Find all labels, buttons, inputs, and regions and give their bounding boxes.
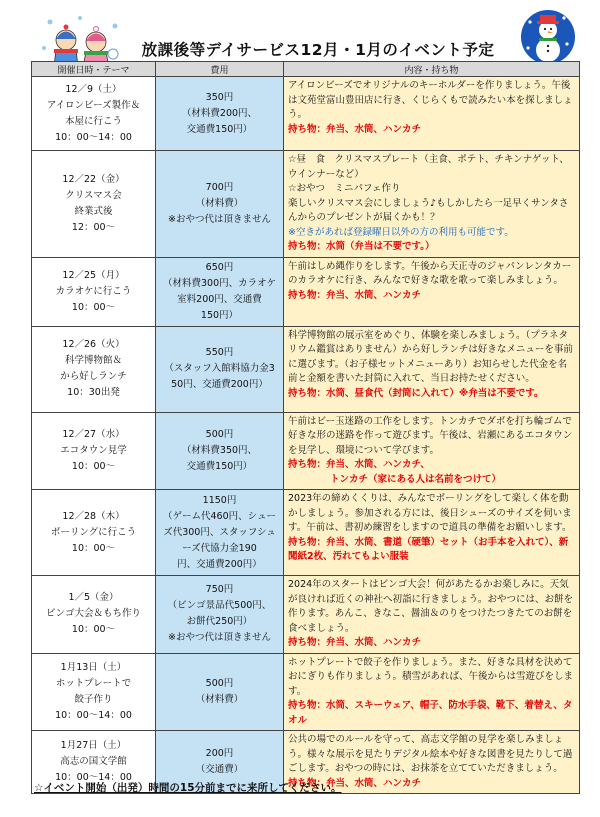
event-details (284, 257, 580, 326)
date-theme-line: 1／5（金） (68, 592, 119, 604)
fee-line: 50円、交通費200円） (171, 379, 268, 390)
fee-line: 500円 (205, 677, 234, 689)
page-title: 放課後等デイサービス12月・1月のイベント予定 (141, 41, 495, 59)
event-details (284, 653, 580, 731)
event-fee (156, 490, 284, 576)
table-row (32, 576, 580, 654)
fee-line: （ゲーム代460円、シューズ代300円、スタッフシューズ代協力金190 (163, 510, 276, 554)
date-theme-line: 12／27（水） (62, 428, 125, 440)
fee-line: ※おやつ代は頂きません (168, 632, 271, 644)
fee-line: お餅代250円） (186, 616, 253, 628)
description-text: 2023年の締めくくりは、みんなでボーリングをして楽しく体を動かしましょう。参加される方には、後日シューズのサイズを伺います。午前は、書初め練習をしますので道具の準備をお願いします。 (288, 493, 572, 533)
fee-line: （交通費） (195, 764, 244, 775)
event-details (284, 151, 580, 258)
event-fee (156, 412, 284, 490)
notice-text: ※空きがあれば登録曜日以外の方の利用も可能です。 (288, 226, 514, 238)
description-text: 公共の場でのルールを守って、高志文学館の見学を楽しみましょう。様々な展示を見たりデジタル絵本や好きな図書を見たりして過ごします。おやつの時には、お抹茶を立てていただきましょう。 (288, 734, 573, 774)
event-fee (156, 576, 284, 654)
items-to-bring: 持ち物：弁当、水筒、ハンカチ、 (288, 459, 430, 470)
items-to-bring: 持ち物：水筒、昼食代（封筒に入れて）※弁当は不要です。 (288, 387, 544, 399)
page-header (18, 6, 582, 62)
date-theme-line: 12／28（木） (62, 510, 125, 522)
date-theme-line: から好しランチ (60, 371, 127, 382)
fee-line: （材料費200円、 (181, 107, 258, 119)
snowman-icon (520, 8, 576, 66)
event-date-theme (32, 490, 156, 576)
fee-line: 150円） (200, 309, 239, 321)
fee-line: 500円 (205, 428, 234, 440)
items-to-bring: 持ち物：弁当、水筒、ハンカチ (288, 637, 422, 648)
date-theme-line: 12：00～ (71, 221, 116, 233)
date-theme-line: 10：00～ (71, 301, 116, 313)
fee-line: 650円 (205, 261, 234, 273)
event-date-theme (32, 576, 156, 654)
date-theme-line: 10：00～ (71, 624, 116, 636)
date-theme-line: 1月13日（土） (60, 661, 127, 673)
fee-line: 200円 (205, 748, 234, 759)
header-date-theme: 開催日時・テーマ (32, 62, 156, 77)
date-theme-line: 10：00～ (71, 460, 116, 472)
description-text: 午前はしめ縄作りをします。午後から天正寺のジャパンレンタカーのカラオケに行き、みんなで好きな歌を歌って楽しみましょう。 (288, 260, 572, 286)
event-fee (156, 653, 284, 731)
event-details (284, 576, 580, 654)
event-fee (156, 77, 284, 151)
kids-snowball-icon (40, 12, 124, 68)
description-text: ☆おやつ ミニパフェ作り (288, 183, 401, 194)
event-fee (156, 151, 284, 258)
footnote: ☆イベント開始（出発）時間の15分前までに来所してください。 (34, 782, 342, 794)
table-row (32, 77, 580, 151)
description-text: 2024年のスタートはビンゴ大会！何があたるかお楽しみに。天気が良ければ近くの神社へ初詣に行きましょう。おやつには、お餅を作ります。あんこ、きなこ、醤油＆のりをつけたつきたてのお餅を食べましょう。 (288, 579, 574, 634)
event-details (284, 490, 580, 576)
fee-line: 1150円 (202, 494, 237, 506)
date-theme-line: 10：00～14：00 (55, 131, 132, 143)
description-text: ☆昼 食 クリスマスプレート（主食、ポテト、チキンナゲット、ウインナーなど） (288, 154, 569, 180)
header-fee: 費用 (156, 62, 284, 77)
items-to-bring: 持ち物：弁当、水筒、ハンカチ (288, 777, 422, 789)
items-to-bring: 持ち物：水筒、スキーウェア、帽子、防水手袋、靴下、着替え、タオル (288, 700, 573, 726)
date-theme-line: ホットプレートで (55, 677, 132, 689)
date-theme-line: 10：00～14：00 (55, 709, 132, 721)
date-theme-line: 高志の国文学館 (60, 756, 127, 767)
fee-line: 750円 (205, 584, 234, 596)
fee-line: （ビンゴ景品代500円、 (167, 600, 272, 612)
date-theme-line: 本屋に行こう (64, 115, 122, 127)
date-theme-line: アイロンビーズ製作＆ (46, 99, 141, 111)
table-row (32, 653, 580, 731)
description-text: アイロンビーズでオリジナルのキーホルダーを作りましょう。午後は文苑堂富山豊田店に行き、くじらくもで読みたい本を探しましょう。 (288, 80, 573, 120)
date-theme-line: 12／25（月） (62, 269, 125, 281)
date-theme-line: 10：30出発 (67, 387, 120, 398)
table-row (32, 151, 580, 258)
fee-line: 交通費150円） (186, 123, 253, 135)
items-to-bring: 持ち物：弁当、水筒、ハンカチ (288, 289, 422, 301)
fee-line: （材料費） (195, 197, 244, 209)
table-row (32, 412, 580, 490)
table-row (32, 326, 580, 412)
date-theme-line: 科学博物館＆ (64, 355, 122, 366)
fee-line: （材料費350円、 (181, 444, 258, 456)
event-details (284, 326, 580, 412)
event-date-theme (32, 653, 156, 731)
items-to-bring: 持ち物：水筒（弁当は不要です。） (288, 241, 435, 252)
event-date-theme (32, 77, 156, 151)
date-theme-line: 12／26（火） (62, 339, 125, 350)
description-text: 科学博物館の展示室をめぐり、体験を楽しみましょう。（プラネタリウム鑑賞はありません）から好しランチは好きなメニューを事前に選びます。（お子様セットメニューあり）お知らせした代金を名前と金額を書いた封筒に入れて、当日お持たせください。 (288, 329, 573, 384)
table-row (32, 490, 580, 576)
date-theme-line: クリスマス会 (65, 189, 122, 201)
table-header-row (32, 62, 580, 77)
description-text: 午前はビー玉迷路の工作をします。トンカチでダボを打ち輪ゴムで好きな形の迷路を作って遊びます。午後は、岩瀬にあるエコタウンを見学し、環境について学びます。 (288, 415, 573, 456)
event-date-theme (32, 151, 156, 258)
items-to-bring: トンカチ（家にある人は名前をつけて） (330, 473, 502, 485)
event-details (284, 77, 580, 151)
description-text: ホットプレートで餃子を作りましょう。また、好きな具材を決めておにぎりも作りましょう。積雪があれば、午後からは雪遊びをします。 (288, 656, 574, 697)
event-date-theme (32, 257, 156, 326)
date-theme-line: 終業式後 (74, 205, 113, 217)
fee-line: 550円 (205, 347, 234, 358)
date-theme-line: 1月27日（土） (60, 740, 127, 751)
items-to-bring: 持ち物：弁当、水筒、ハンカチ (288, 123, 422, 135)
date-theme-line: 12／9（土） (65, 83, 122, 95)
fee-line: 700円 (205, 181, 234, 193)
fee-line: （スタッフ入館料協力金3 (164, 363, 275, 374)
date-theme-line: カラオケに行こう (55, 285, 132, 297)
table-row (32, 257, 580, 326)
date-theme-line: ビンゴ大会＆もち作り (45, 608, 141, 620)
fee-line: （材料費300円、カラオケ室料200円、交通費 (163, 277, 276, 305)
event-fee (156, 257, 284, 326)
event-schedule-table (31, 61, 580, 794)
fee-line: （材料費） (195, 693, 244, 705)
fee-line: 円、交通費200円） (177, 558, 262, 570)
date-theme-line: 12／22（金） (62, 173, 125, 185)
date-theme-line: 餃子作り (74, 693, 113, 705)
description-text: 楽しいクリスマス会にしましょう♪もしかしたら一足早くサンタさんからのプレゼントが届くかも！？ (288, 197, 569, 223)
fee-line: 交通費150円） (186, 460, 253, 472)
event-date-theme (32, 412, 156, 490)
date-theme-line: ボーリングに行こう (50, 526, 137, 538)
date-theme-line: 10：00～ (71, 542, 116, 554)
event-date-theme (32, 326, 156, 412)
fee-line: 350円 (205, 91, 234, 103)
table-body (32, 77, 580, 794)
date-theme-line: エコタウン見学 (60, 444, 127, 456)
event-fee (156, 326, 284, 412)
fee-line: ※おやつ代は頂きません (168, 213, 271, 225)
date-theme-line: 10：00～14：00 (55, 772, 132, 783)
event-details (284, 412, 580, 490)
header-content-items: 内容・持ち物 (284, 62, 580, 77)
items-to-bring: 持ち物：弁当、水筒、書道（硬筆）セット（お手本を入れて）、新聞紙2枚、汚れてもよい服装 (288, 536, 569, 562)
